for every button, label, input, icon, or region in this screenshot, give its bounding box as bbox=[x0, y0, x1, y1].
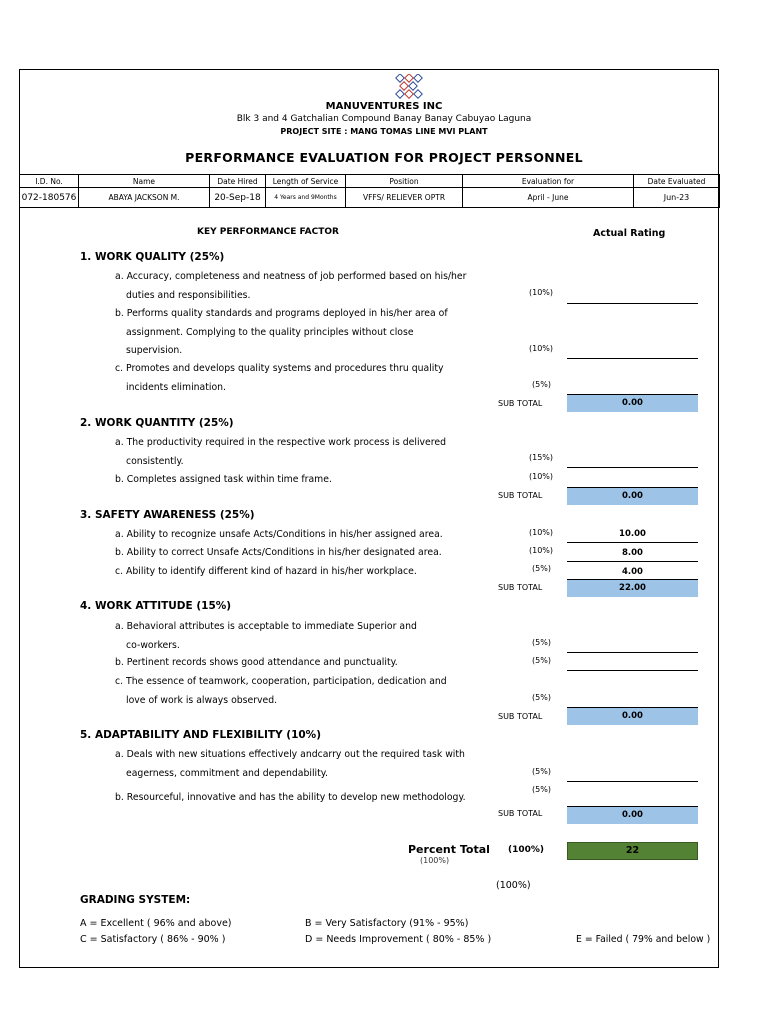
rating-line bbox=[567, 542, 698, 543]
item-weight: (10%) bbox=[529, 344, 554, 353]
item-line: c. Ability to identify different kind of hazard in his/her workplace. bbox=[115, 566, 417, 577]
item-weight: (5%) bbox=[532, 380, 551, 389]
item-line: a. The productivity required in the respective work process is delivered bbox=[115, 437, 447, 448]
subtotal-label: SUB TOTAL bbox=[498, 583, 543, 592]
item-line: b. Performs quality standards and programs deployed in his/her area of bbox=[115, 308, 448, 319]
kpf-header: KEY PERFORMANCE FACTOR bbox=[197, 227, 339, 237]
below-weight: (100%) bbox=[496, 880, 531, 891]
grading-title: GRADING SYSTEM: bbox=[80, 894, 191, 906]
company-name: MANUVENTURES INC bbox=[325, 101, 443, 112]
subtotal-label: SUB TOTAL bbox=[498, 399, 543, 408]
subtotal-label: SUB TOTAL bbox=[498, 491, 543, 500]
item-rating: 4.00 bbox=[622, 567, 643, 577]
header-position: Position bbox=[346, 175, 463, 188]
section-title: 4. WORK ATTITUDE (15%) bbox=[80, 600, 232, 612]
company-address: Blk 3 and 4 Gatchalian Compound Banay Banay Cabuyao Laguna bbox=[236, 114, 532, 124]
item-weight: (5%) bbox=[532, 638, 551, 647]
item-rating: 8.00 bbox=[622, 548, 643, 558]
item-line: eagerness, commitment and dependability. bbox=[126, 768, 328, 779]
item-weight: (5%) bbox=[532, 785, 551, 794]
item-line: a. Behavioral attributes is acceptable to immediate Superior and bbox=[115, 621, 417, 632]
item-line: assignment. Complying to the quality principles without close bbox=[126, 327, 414, 338]
rating-line bbox=[567, 467, 698, 468]
subtotal-box: 22.00 bbox=[567, 579, 698, 597]
header-id: I.D. No. bbox=[20, 175, 79, 188]
section-title: 5. ADAPTABILITY AND FLEXIBILITY (10%) bbox=[80, 729, 321, 741]
item-weight: (10%) bbox=[529, 288, 554, 297]
item-line: b. Pertinent records shows good attendance and punctuality. bbox=[115, 657, 398, 668]
grade-d: D = Needs Improvement ( 80% - 85% ) bbox=[305, 934, 492, 945]
item-line: b. Resourceful, innovative and has the ability to develop new methodology. bbox=[115, 792, 466, 803]
item-line: a. Deals with new situations effectively andcarry out the required task with bbox=[115, 749, 465, 760]
percent-total-value: 22 bbox=[567, 842, 698, 860]
grade-b: B = Very Satisfactory (91% - 95%) bbox=[305, 918, 469, 929]
item-line: supervision. bbox=[126, 345, 183, 356]
value-date-hired: 20-Sep-18 bbox=[210, 188, 266, 208]
header-evaluation-for: Evaluation for bbox=[463, 175, 634, 188]
section-title: 2. WORK QUANTITY (25%) bbox=[80, 417, 234, 429]
rating-line bbox=[567, 781, 698, 782]
item-weight: (5%) bbox=[532, 693, 551, 702]
item-line: b. Completes assigned task within time frame. bbox=[115, 474, 332, 485]
form-title: PERFORMANCE EVALUATION FOR PROJECT PERSONNEL bbox=[185, 150, 583, 165]
overlap-weight: (100%) bbox=[420, 856, 450, 865]
item-line: love of work is always observed. bbox=[126, 695, 278, 706]
item-line: duties and responsibilities. bbox=[126, 290, 251, 301]
item-line: b. Ability to correct Unsafe Acts/Conditions in his/her designated area. bbox=[115, 547, 442, 558]
percent-total-weight: (100%) bbox=[508, 845, 545, 855]
value-length-of-service: 4 Years and 9Months bbox=[266, 188, 346, 208]
value-id: 072-180576 bbox=[20, 188, 79, 208]
item-line: incidents elimination. bbox=[126, 382, 227, 393]
item-weight: (10%) bbox=[529, 528, 554, 537]
item-weight: (10%) bbox=[529, 472, 554, 481]
section-title: 1. WORK QUALITY (25%) bbox=[80, 251, 225, 263]
item-weight: (10%) bbox=[529, 546, 554, 555]
actual-rating-header: Actual Rating bbox=[593, 228, 666, 239]
company-logo bbox=[393, 74, 425, 100]
item-rating: 10.00 bbox=[619, 529, 646, 539]
item-line: consistently. bbox=[126, 456, 184, 467]
subtotal-box: 0.00 bbox=[567, 394, 698, 412]
subtotal-box: 0.00 bbox=[567, 487, 698, 505]
rating-line bbox=[567, 652, 698, 653]
rating-line bbox=[567, 358, 698, 359]
rating-line bbox=[567, 303, 698, 304]
header-date-hired: Date Hired bbox=[210, 175, 266, 188]
info-value-row bbox=[20, 188, 720, 208]
item-line: a. Ability to recognize unsafe Acts/Conditions in his/her assigned area. bbox=[115, 529, 443, 540]
section-title: 3. SAFETY AWARENESS (25%) bbox=[80, 509, 255, 521]
grade-c: C = Satisfactory ( 86% - 90% ) bbox=[80, 934, 226, 945]
value-evaluation-for: April - June bbox=[463, 188, 634, 208]
value-position: VFFS/ RELIEVER OPTR bbox=[346, 188, 463, 208]
item-line: a. Accuracy, completeness and neatness of job performed based on his/her bbox=[115, 271, 467, 282]
percent-total-label: Percent Total bbox=[408, 843, 490, 856]
info-header-row bbox=[20, 175, 720, 188]
item-weight: (5%) bbox=[532, 564, 551, 573]
subtotal-label: SUB TOTAL bbox=[498, 712, 543, 721]
item-weight: (15%) bbox=[529, 453, 554, 462]
header-name: Name bbox=[79, 175, 210, 188]
grade-a: A = Excellent ( 96% and above) bbox=[80, 918, 232, 929]
value-name: ABAYA JACKSON M. bbox=[79, 188, 210, 208]
value-date-evaluated: Jun-23 bbox=[634, 188, 720, 208]
header-length-of-service: Length of Service bbox=[266, 175, 346, 188]
subtotal-box: 0.00 bbox=[567, 707, 698, 725]
rating-line bbox=[567, 670, 698, 671]
subtotal-label: SUB TOTAL bbox=[498, 809, 543, 818]
grade-e: E = Failed ( 79% and below ) bbox=[576, 934, 711, 945]
item-line: co-workers. bbox=[126, 640, 180, 651]
subtotal-box: 0.00 bbox=[567, 806, 698, 824]
item-line: c. The essence of teamwork, cooperation, participation, dedication and bbox=[115, 676, 447, 687]
employee-info-table bbox=[19, 174, 720, 208]
item-weight: (5%) bbox=[532, 656, 551, 665]
project-site: PROJECT SITE : MANG TOMAS LINE MVI PLANT bbox=[280, 127, 488, 136]
item-line: c. Promotes and develops quality systems and procedures thru quality bbox=[115, 363, 444, 374]
item-weight: (5%) bbox=[532, 767, 551, 776]
rating-line bbox=[567, 561, 698, 562]
header-date-evaluated: Date Evaluated bbox=[634, 175, 720, 188]
